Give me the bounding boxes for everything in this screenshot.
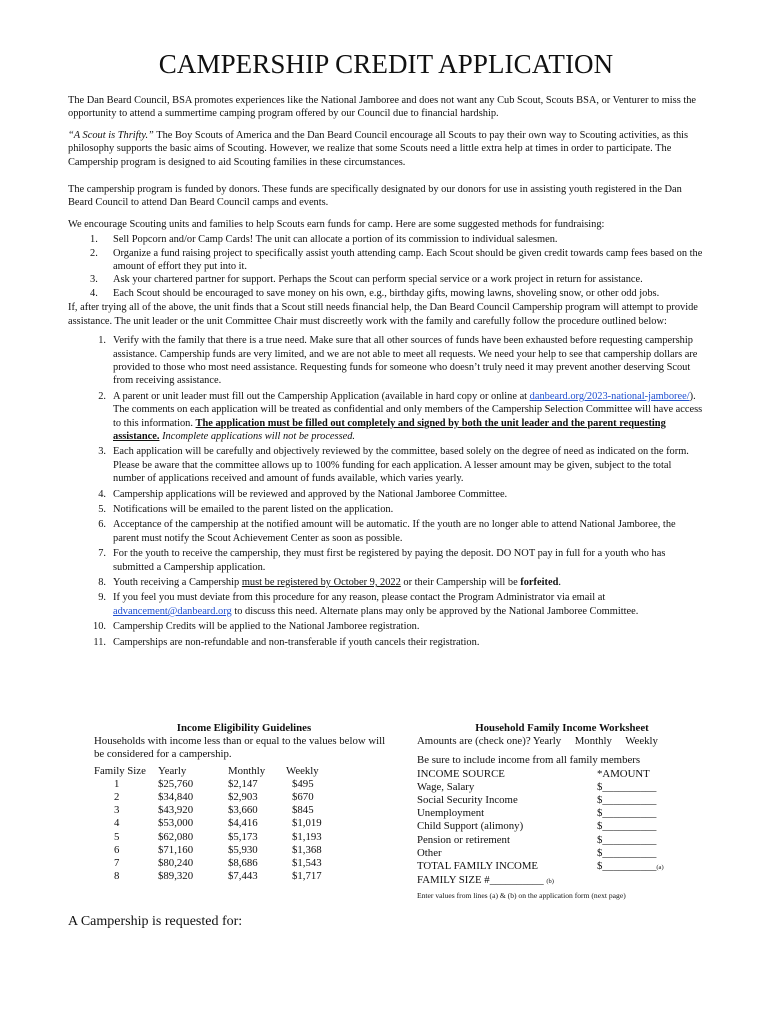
table-cell: 1 bbox=[114, 777, 120, 790]
eligibility-title: Income Eligibility Guidelines bbox=[176, 722, 312, 734]
column-header: Weekly bbox=[286, 764, 319, 777]
table-cell: 6 bbox=[114, 843, 120, 856]
table-cell: $80,240 bbox=[158, 857, 194, 870]
table-cell: $495 bbox=[292, 777, 314, 790]
line-b-mark: (b) bbox=[546, 878, 554, 886]
document-page bbox=[68, 48, 704, 651]
column-header: INCOME SOURCE bbox=[417, 767, 505, 780]
table-cell: $34,840 bbox=[158, 791, 194, 804]
income-eligibility-guidelines bbox=[94, 722, 394, 883]
table-cell: 3 bbox=[114, 804, 120, 817]
eligibility-header-row bbox=[94, 765, 394, 778]
procedure-step-10: 10. Campership Credits will be applied to the National Jamboree registration. bbox=[93, 621, 420, 633]
step-text: For the youth to receive the campership, they must first be registered by paying the deposit. DO NOT pay in full for a youth who has submitted a Campership application. bbox=[113, 548, 666, 573]
income-source-label: Unemployment bbox=[417, 807, 485, 820]
amount-blank[interactable]: $__________ bbox=[597, 794, 657, 807]
procedure-step-11: 11. Camperships are non-refundable and non-transferable if youth cancels their registration. bbox=[93, 636, 480, 648]
list-text: Each Scout should be encouraged to save money on his own, e.g., birthday gifts, mowing lawns, shoveling snow, or other odd jobs. bbox=[113, 287, 660, 299]
procedure-step-7: 7. For the youth to receive the campership, they must first be registered by paying the deposit. DO NOT pay in full for a youth who has submitted a Campership application. bbox=[98, 548, 666, 573]
donors-paragraph: The campership program is funded by donors. These funds are specifically designated by our donors for use in assisting youth registered in the Dan Beard Council to attend Dan Beard Council camps and events. bbox=[68, 184, 682, 209]
table-cell: $1,717 bbox=[292, 870, 322, 883]
worksheet-row bbox=[417, 807, 707, 820]
total-blank-group[interactable] bbox=[597, 860, 707, 874]
table-cell: $670 bbox=[292, 791, 314, 804]
procedure-step-1: 1. Verify with the family that there is a true need. Make sure that all other sources of funds have been exhausted before requesting campership assistance. Campership funds are very limited, and we are not able to meet all requests. We need your help to see that campership dollars are provided to those who most need assistance. Requesting funds for someone who doesn’t truly need it may prevent another deserving Scout from receiving assistance. bbox=[98, 335, 698, 387]
step-text: Acceptance of the campership at the notified amount will be automatic. If the youth are no longer able to attend National Jamboree, the parent must notify the Scout Achievement Center as soon as possible. bbox=[113, 519, 676, 544]
worksheet-title: Household Family Income Worksheet bbox=[475, 722, 649, 734]
list-text: Ask your chartered partner for support. Perhaps the Scout can perform special service or a work project in return for assistance. bbox=[113, 274, 643, 286]
step-underline-text: must be registered by October 9, 2022 bbox=[241, 577, 401, 588]
procedure-list bbox=[68, 334, 704, 649]
column-header: *AMOUNT bbox=[597, 767, 650, 780]
step-text: to discuss this need. Alternate plans may only be approved by the National Jamboree Committee. bbox=[231, 605, 639, 617]
total-row bbox=[417, 860, 707, 874]
list-text: Sell Popcorn and/or Camp Cards! The unit can allocate a portion of its commission to individual salesmen. bbox=[113, 234, 558, 246]
table-cell: $71,160 bbox=[158, 843, 194, 856]
procedure-step-9: 9. If you feel you must deviate from this procedure for any reason, please contact the Program Administrator via email at advancement@danbeard.org to discuss this need. Alternate plans may only be approved by the National Jamboree Committee. bbox=[98, 592, 639, 617]
list-item bbox=[68, 233, 704, 246]
fundraising-intro: We encourage Scouting units and families to help Scouts earn funds for camp. Here are some suggested methods for fundraising: bbox=[68, 218, 605, 230]
step-italic-text: Incomplete applications will not be processed. bbox=[159, 430, 356, 442]
table-cell: 4 bbox=[114, 817, 120, 830]
thrifty-quote: “A Scout is Thrifty.” bbox=[68, 129, 154, 141]
page-title: CAMPERSHIP CREDIT APPLICATION bbox=[158, 49, 614, 79]
procedure-step-6: 6. Acceptance of the campership at the notified amount will be automatic. If the youth are no longer able to attend National Jamboree, the parent must notify the Scout Achievement Center as soon as possible. bbox=[98, 519, 676, 544]
list-number: 4. bbox=[90, 287, 98, 299]
step-text: Notifications will be emailed to the parent listed on the application. bbox=[113, 503, 394, 515]
procedure-step-4: 4. Campership applications will be reviewed and approved by the National Jamboree Committee. bbox=[98, 488, 508, 500]
family-size-row[interactable] bbox=[417, 874, 707, 888]
procedure-step-5: 5. Notifications will be emailed to the parent listed on the application. bbox=[98, 503, 394, 515]
table-row bbox=[94, 804, 394, 817]
include-note: Be sure to include income from all family members bbox=[417, 754, 641, 767]
table-cell: $89,320 bbox=[158, 870, 194, 883]
table-row bbox=[94, 844, 394, 857]
table-cell: $25,760 bbox=[158, 777, 194, 790]
amount-blank[interactable]: $__________ bbox=[597, 820, 657, 833]
table-cell: $5,173 bbox=[228, 830, 258, 843]
table-row bbox=[94, 778, 394, 791]
table-row bbox=[94, 831, 394, 844]
table-cell: $2,147 bbox=[228, 777, 258, 790]
step-text: A parent or unit leader must fill out the Campership Application (available in hard copy or online at bbox=[113, 390, 530, 402]
step-text: Verify with the family that there is a true need. Make sure that all other sources of funds have been exhausted before requesting campership assistance. Campership funds are very limited, and we are not able to meet all requests. We need your help to see that campership dollars are provided to those who most need assistance. Requesting funds for someone who doesn’t truly need it may prevent another deserving Scout from receiving assistance. bbox=[113, 335, 698, 387]
procedure-step-2: 2. A parent or unit leader must fill out the Campership Application (available in hard copy or online at danbeard.org/2023-national-jamboree/). The comments on each application will be treated as confidential and only members of the Campership Selection Committee will have access to this information. The application must be filled out completely and signed by both the unit leader and the parent requesting assistance. Incomplete applications will not be processed. bbox=[98, 390, 703, 442]
table-cell: 5 bbox=[114, 830, 120, 843]
list-item bbox=[68, 273, 704, 286]
step-text: . bbox=[558, 577, 561, 588]
amount-blank[interactable]: $__________ bbox=[597, 807, 657, 820]
amount-blank[interactable]: $__________ bbox=[597, 846, 657, 859]
list-number: 1. bbox=[90, 234, 98, 246]
income-source-label: Wage, Salary bbox=[417, 780, 475, 793]
step-bold-text: forfeited bbox=[520, 577, 559, 588]
table-cell: $53,000 bbox=[158, 817, 194, 830]
email-link[interactable]: advancement@danbeard.org bbox=[113, 605, 232, 617]
table-cell: $1,193 bbox=[292, 830, 322, 843]
table-cell: $2,903 bbox=[228, 791, 258, 804]
worksheet-row bbox=[417, 781, 707, 794]
table-cell: $62,080 bbox=[158, 830, 194, 843]
step-text: ). The comments on each application will be treated as confidential and only members of the Campership Selection Committee will have access to this information. bbox=[113, 390, 703, 429]
table-row bbox=[94, 791, 394, 804]
step-text: Campership Credits will be applied to the National Jamboree registration. bbox=[113, 621, 420, 633]
table-row bbox=[94, 817, 394, 830]
jamboree-link[interactable]: danbeard.org/2023-national-jamboree/ bbox=[529, 390, 690, 402]
amount-blank[interactable]: $__________ bbox=[597, 780, 657, 793]
table-cell: $1,368 bbox=[292, 843, 322, 856]
income-source-label: Pension or retirement bbox=[417, 833, 510, 846]
step-text: Camperships are non-refundable and non-transferable if youth cancels their registration. bbox=[113, 636, 480, 648]
table-row bbox=[94, 857, 394, 870]
column-header: Monthly bbox=[228, 764, 266, 777]
thrifty-paragraph bbox=[68, 129, 704, 169]
worksheet-row bbox=[417, 820, 707, 833]
column-header: Yearly bbox=[158, 764, 187, 777]
line-a-mark: (a) bbox=[656, 864, 664, 872]
list-text: Organize a fund raising project to specifically assist youth attending camp. Each Scout should be given credit towards camp fees based on the amount of effort they put into it. bbox=[113, 247, 703, 273]
table-cell: 7 bbox=[114, 857, 120, 870]
procedure-step-3: 3. Each application will be carefully and objectively reviewed by the committee, based solely on the degree of need as indicated on the form. Please be aware that the committee allows up to 100% funding for each application. A lesser amount may be given, subject to the total number of applications received and amount of funds available, which varies yearly. bbox=[98, 446, 689, 485]
thrifty-text: The Boy Scouts of America and the Dan Beard Council encourage all Scouts to pay their own way to Scouting activities, as this philosophy supports the basic aims of Scouting. However, we realize that some Scouts need a little extra help at times in order to participate. The Campership program is designed to aid Scouting families in these circumstances. bbox=[68, 129, 689, 168]
income-source-label: Other bbox=[417, 846, 442, 859]
step-text: Youth receiving a Campership bbox=[113, 577, 242, 588]
fundraising-list bbox=[68, 233, 704, 300]
table-cell: $5,930 bbox=[228, 843, 258, 856]
family-size-blank[interactable]: FAMILY SIZE #__________ bbox=[417, 874, 544, 887]
intro-paragraph: The Dan Beard Council, BSA promotes experiences like the National Jamboree and does not want any Cub Scout, Scouts BSA, or Venturer to miss the opportunity to attend a summertime camping program offered by our Council due to financial hardship. bbox=[68, 95, 697, 120]
table-cell: $845 bbox=[292, 804, 314, 817]
worksheet-row bbox=[417, 847, 707, 860]
total-blank[interactable]: $__________ bbox=[597, 860, 657, 873]
list-number: 2. bbox=[90, 247, 98, 259]
step-text: or their Campership will be bbox=[400, 577, 521, 588]
table-cell: $4,416 bbox=[228, 817, 258, 830]
eligibility-description: Households with income less than or equal to the values below will be considered for a campership. bbox=[94, 735, 386, 761]
total-label: TOTAL FAMILY INCOME bbox=[417, 860, 539, 873]
table-cell: $8,686 bbox=[228, 857, 258, 870]
list-number: 3. bbox=[90, 274, 98, 286]
step-text: Campership applications will be reviewed and approved by the National Jamboree Committee. bbox=[113, 488, 508, 500]
column-header: Family Size bbox=[94, 764, 146, 777]
worksheet-header-row bbox=[417, 768, 707, 781]
table-row bbox=[94, 870, 394, 883]
table-cell: 8 bbox=[114, 870, 120, 883]
procedure-intro: If, after trying all of the above, the unit finds that a Scout still needs financial help, the Dan Beard Council Campership program will attempt to provide assistance. The unit leader or the unit Committee Chair must discreetly work with the family and carefully follow the procedure outlined below: bbox=[68, 302, 698, 327]
amounts-check-line[interactable]: Amounts are (check one)? Yearly Monthly Weekly bbox=[417, 735, 658, 748]
list-item bbox=[68, 287, 704, 300]
table-cell: $3,660 bbox=[228, 804, 258, 817]
household-income-worksheet bbox=[417, 722, 707, 901]
income-source-label: Social Security Income bbox=[417, 794, 518, 807]
table-cell: $1,019 bbox=[292, 817, 322, 830]
worksheet-row bbox=[417, 834, 707, 847]
table-cell: $43,920 bbox=[158, 804, 194, 817]
worksheet-row bbox=[417, 794, 707, 807]
step-bold-text: The application must be filled out completely and signed by both the unit leader and the parent requesting assistance. bbox=[113, 417, 666, 442]
income-source-label: Child Support (alimony) bbox=[417, 820, 524, 833]
step-text: If you feel you must deviate from this procedure for any reason, please contact the Program Administrator via email at bbox=[113, 592, 606, 604]
procedure-step-8: 8. Youth receiving a Campership must be registered by October 9, 2022 or their Campership will be forfeited. bbox=[98, 577, 561, 588]
table-cell: 2 bbox=[114, 791, 120, 804]
step-text: Each application will be carefully and objectively reviewed by the committee, based solely on the degree of need as indicated on the form. Please be aware that the committee allows up to 100% funding for each application. A lesser amount may be given, subject to the total number of applications received and amount of funds available, which varies yearly. bbox=[113, 446, 689, 485]
campership-request-heading: A Campership is requested for: bbox=[68, 914, 243, 929]
list-item bbox=[68, 247, 704, 274]
table-cell: $7,443 bbox=[228, 870, 258, 883]
worksheet-note: Enter values from lines (a) & (b) on the application form (next page) bbox=[417, 891, 626, 901]
table-cell: $1,543 bbox=[292, 857, 322, 870]
amount-blank[interactable]: $__________ bbox=[597, 833, 657, 846]
